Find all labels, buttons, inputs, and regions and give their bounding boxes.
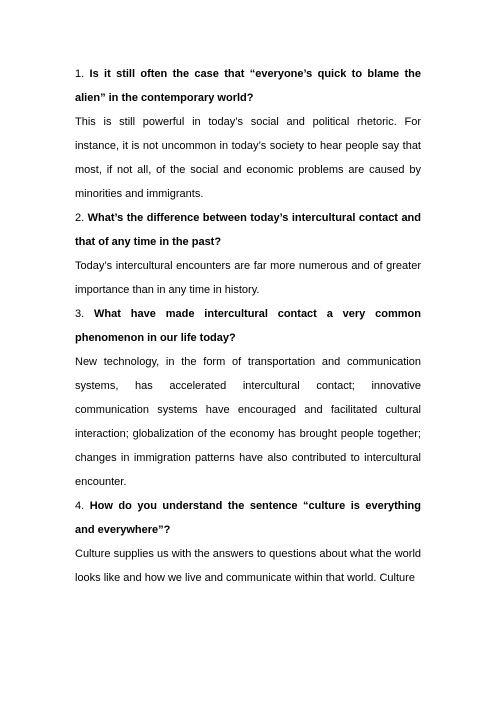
qa-item [75, 206, 421, 302]
question-text: Is it still often the case that “everyone’s quick to blame the alien” in the contemporary world? [75, 68, 422, 104]
answer-text: Culture supplies us with the answers to questions about what the world looks like and how we live and communicate within that world. Culture [75, 548, 421, 584]
qa-item [75, 494, 421, 590]
question [75, 494, 421, 542]
question-number: 1. [75, 68, 85, 80]
qa-item [75, 62, 421, 206]
document-body [75, 62, 421, 590]
question [75, 302, 421, 350]
answer-text: Today’s intercultural encounters are far more numerous and of greater importance than in any time in history. [75, 260, 421, 296]
answer-text: New technology, in the form of transportation and communication systems, has accelerated intercultural contact; innovative communication systems have encouraged and facilitated cultural interaction; globalization of the economy has brought people together; changes in immigration patterns have also contributed to intercultural encounter. [75, 356, 421, 488]
question [75, 62, 421, 110]
question-number: 4. [75, 500, 85, 512]
question-text: How do you understand the sentence “culture is everything and everywhere”? [75, 500, 421, 536]
qa-item [75, 302, 421, 494]
question [75, 206, 421, 254]
question-text: What’s the difference between today’s intercultural contact and that of any time in the past? [75, 212, 421, 248]
question-number: 3. [75, 308, 85, 320]
question-number: 2. [75, 212, 85, 224]
answer-text: This is still powerful in today’s social and political rhetoric. For instance, it is not uncommon in today’s society to hear people say that most, if not all, of the social and economic problems are caused by minorities and immigrants. [75, 116, 421, 200]
question-text: What have made intercultural contact a very common phenomenon in our life today? [75, 308, 421, 344]
